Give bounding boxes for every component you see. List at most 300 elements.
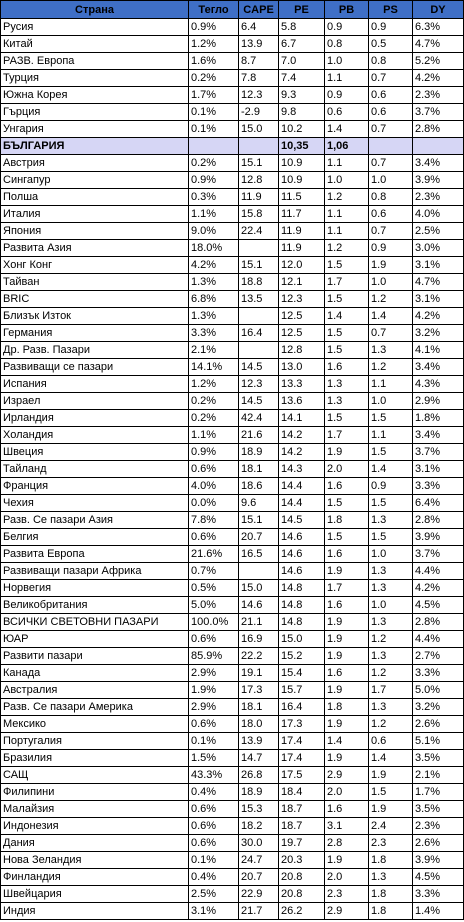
cell-pe: 19.7 [279, 835, 325, 852]
cell-weight: 0.4% [189, 869, 239, 886]
cell-pb: 1.6 [325, 801, 369, 818]
cell-pe: 14.6 [279, 546, 325, 563]
cell-dy: 3.4% [413, 359, 464, 376]
cell-weight: 1.6% [189, 53, 239, 70]
cell-weight: 0.6% [189, 716, 239, 733]
cell-country: Разв. Се пазари Америка [1, 699, 189, 716]
cell-country: Ирландия [1, 410, 189, 427]
cell-ps: 1.2 [369, 291, 413, 308]
table-row [1, 70, 464, 87]
table-row [1, 818, 464, 835]
cell-country: Япония [1, 223, 189, 240]
cell-ps: 1.5 [369, 784, 413, 801]
table-row [1, 597, 464, 614]
cell-cape: 6.4 [239, 19, 279, 36]
cell-country: Германия [1, 325, 189, 342]
table-row [1, 376, 464, 393]
cell-weight: 0.2% [189, 393, 239, 410]
cell-ps: 1.5 [369, 529, 413, 546]
table-row [1, 733, 464, 750]
cell-pb: 1.3 [325, 376, 369, 393]
cell-country: Развита Европа [1, 546, 189, 563]
cell-pe: 17.5 [279, 767, 325, 784]
cell-country: Малайзия [1, 801, 189, 818]
cell-dy: 4.0% [413, 206, 464, 223]
cell-ps: 0.8 [369, 189, 413, 206]
cell-country: Тайван [1, 274, 189, 291]
cell-dy: 2.9% [413, 393, 464, 410]
cell-pb: 1.5 [325, 495, 369, 512]
cell-country: Израел [1, 393, 189, 410]
cell-dy: 2.6% [413, 716, 464, 733]
table-row [1, 53, 464, 70]
cell-ps: 1.9 [369, 801, 413, 818]
cell-cape: 8.7 [239, 53, 279, 70]
cell-country: Португалия [1, 733, 189, 750]
cell-cape: 18.9 [239, 444, 279, 461]
cell-ps: 0.9 [369, 19, 413, 36]
cell-ps: 1.1 [369, 376, 413, 393]
cell-ps: 1.0 [369, 546, 413, 563]
cell-cape: 18.8 [239, 274, 279, 291]
cell-cape: 16.4 [239, 325, 279, 342]
cell-weight: 43.3% [189, 767, 239, 784]
table-row [1, 529, 464, 546]
cell-ps: 0.7 [369, 70, 413, 87]
cell-dy: 2.3% [413, 189, 464, 206]
cell-weight: 1.1% [189, 427, 239, 444]
cell-cape: 22.4 [239, 223, 279, 240]
cell-pb: 2.9 [325, 767, 369, 784]
cell-pb: 1.7 [325, 580, 369, 597]
cell-country: Австрия [1, 155, 189, 172]
cell-pb: 1.3 [325, 393, 369, 410]
cell-weight [189, 138, 239, 155]
cell-pb: 1.9 [325, 716, 369, 733]
cell-cape: 16.5 [239, 546, 279, 563]
cell-cape: 21.1 [239, 614, 279, 631]
cell-ps: 0.9 [369, 478, 413, 495]
cell-pb: 1.9 [325, 750, 369, 767]
cell-ps: 0.7 [369, 223, 413, 240]
cell-dy: 2.5% [413, 223, 464, 240]
cell-cape: 18.1 [239, 461, 279, 478]
cell-country: Чехия [1, 495, 189, 512]
cell-country: РАЗВ. Европа [1, 53, 189, 70]
cell-country: Индия [1, 903, 189, 920]
cell-dy: 4.7% [413, 36, 464, 53]
table-row [1, 19, 464, 36]
cell-country: Дания [1, 835, 189, 852]
cell-ps: 1.4 [369, 308, 413, 325]
cell-weight: 0.2% [189, 155, 239, 172]
cell-weight: 3.1% [189, 903, 239, 920]
cell-country: Хонг Конг [1, 257, 189, 274]
cell-country: Полша [1, 189, 189, 206]
cell-ps: 1.0 [369, 393, 413, 410]
cell-pe: 15.7 [279, 682, 325, 699]
cell-pb: 1.6 [325, 359, 369, 376]
cell-ps: 1.3 [369, 699, 413, 716]
cell-cape: 18.2 [239, 818, 279, 835]
cell-pb: 1.9 [325, 563, 369, 580]
cell-dy: 2.6% [413, 835, 464, 852]
cell-pe: 18.7 [279, 818, 325, 835]
cell-ps: 0.8 [369, 53, 413, 70]
cell-weight: 0.2% [189, 410, 239, 427]
cell-dy: 3.1% [413, 257, 464, 274]
cell-country: Сингапур [1, 172, 189, 189]
cell-pe: 14.1 [279, 410, 325, 427]
cell-weight: 0.1% [189, 104, 239, 121]
cell-pe: 14.2 [279, 444, 325, 461]
cell-dy: 4.3% [413, 376, 464, 393]
cell-pe: 12.3 [279, 291, 325, 308]
cell-pb: 1.8 [325, 699, 369, 716]
cell-weight: 0.2% [189, 70, 239, 87]
cell-weight: 0.3% [189, 189, 239, 206]
cell-weight: 100.0% [189, 614, 239, 631]
cell-country: Унгария [1, 121, 189, 138]
cell-ps: 1.3 [369, 342, 413, 359]
cell-pb: 1.0 [325, 53, 369, 70]
cell-ps: 0.6 [369, 206, 413, 223]
cell-cape: 14.5 [239, 359, 279, 376]
cell-pb: 3.1 [325, 818, 369, 835]
cell-pb: 1.1 [325, 206, 369, 223]
cell-dy: 3.0% [413, 240, 464, 257]
cell-cape [239, 240, 279, 257]
table-row [1, 359, 464, 376]
cell-dy: 3.9% [413, 172, 464, 189]
cell-pb: 1.1 [325, 70, 369, 87]
table-row [1, 835, 464, 852]
cell-pe: 7.0 [279, 53, 325, 70]
cell-ps: 1.9 [369, 767, 413, 784]
cell-dy: 5.2% [413, 53, 464, 70]
cell-ps: 1.2 [369, 359, 413, 376]
cell-weight: 0.6% [189, 835, 239, 852]
cell-pe: 14.5 [279, 512, 325, 529]
cell-pe: 14.3 [279, 461, 325, 478]
cell-ps: 1.4 [369, 750, 413, 767]
table-row [1, 155, 464, 172]
cell-pe: 15.2 [279, 648, 325, 665]
table-row [1, 512, 464, 529]
cell-weight: 18.0% [189, 240, 239, 257]
cell-cape: 13.9 [239, 733, 279, 750]
table-row [1, 478, 464, 495]
cell-country: ЮАР [1, 631, 189, 648]
cell-weight: 0.6% [189, 818, 239, 835]
cell-pb: 1.9 [325, 648, 369, 665]
table-row [1, 444, 464, 461]
cell-pe: 20.3 [279, 852, 325, 869]
cell-dy: 4.2% [413, 580, 464, 597]
cell-dy: 3.2% [413, 325, 464, 342]
cell-country: Индонезия [1, 818, 189, 835]
table-row [1, 767, 464, 784]
cell-pe: 6.7 [279, 36, 325, 53]
cell-weight: 0.6% [189, 529, 239, 546]
cell-country: Финландия [1, 869, 189, 886]
cell-dy: 4.5% [413, 869, 464, 886]
cell-country: Развиващи пазари Африка [1, 563, 189, 580]
cell-ps [369, 138, 413, 155]
cell-dy: 3.1% [413, 291, 464, 308]
cell-cape: 15.1 [239, 155, 279, 172]
cell-pb: 1.9 [325, 444, 369, 461]
cell-cape: 18.1 [239, 699, 279, 716]
cell-cape: 20.7 [239, 869, 279, 886]
cell-pb: 0.9 [325, 87, 369, 104]
cell-cape: 24.7 [239, 852, 279, 869]
cell-country: БЪЛГАРИЯ [1, 138, 189, 155]
cell-country: Филипини [1, 784, 189, 801]
table-row [1, 223, 464, 240]
cell-pe: 11.9 [279, 240, 325, 257]
cell-weight: 0.6% [189, 801, 239, 818]
cell-country: Южна Корея [1, 87, 189, 104]
cell-dy: 3.7% [413, 104, 464, 121]
cell-dy: 2.3% [413, 818, 464, 835]
cell-ps: 0.5 [369, 36, 413, 53]
cell-ps: 1.1 [369, 427, 413, 444]
cell-country: Норвегия [1, 580, 189, 597]
table-row [1, 121, 464, 138]
cell-weight: 1.2% [189, 376, 239, 393]
cell-country: Белгия [1, 529, 189, 546]
cell-dy: 3.5% [413, 801, 464, 818]
cell-dy: 4.1% [413, 342, 464, 359]
cell-country: Испания [1, 376, 189, 393]
cell-dy: 2.1% [413, 767, 464, 784]
cell-ps: 0.9 [369, 240, 413, 257]
cell-weight: 2.9% [189, 699, 239, 716]
table-row [1, 257, 464, 274]
cell-dy: 2.3% [413, 87, 464, 104]
cell-pe: 14.8 [279, 597, 325, 614]
table-row [1, 580, 464, 597]
cell-dy: 6.4% [413, 495, 464, 512]
cell-country: Франция [1, 478, 189, 495]
cell-weight: 4.2% [189, 257, 239, 274]
cell-pe: 26.2 [279, 903, 325, 920]
cell-ps: 1.5 [369, 410, 413, 427]
cell-pb: 2.9 [325, 903, 369, 920]
cell-pe: 20.8 [279, 886, 325, 903]
cell-pb: 1.9 [325, 614, 369, 631]
cell-dy: 4.2% [413, 70, 464, 87]
cell-pe: 5.8 [279, 19, 325, 36]
table-row [1, 784, 464, 801]
cell-country: Швейцария [1, 886, 189, 903]
cell-cape: 15.8 [239, 206, 279, 223]
cell-weight: 0.0% [189, 495, 239, 512]
cell-country: Разв. Се пазари Азия [1, 512, 189, 529]
cell-ps: 0.6 [369, 87, 413, 104]
cell-pe: 9.3 [279, 87, 325, 104]
cell-weight: 4.0% [189, 478, 239, 495]
cell-pe: 17.4 [279, 750, 325, 767]
cell-country: Австралия [1, 682, 189, 699]
cell-pb: 2.3 [325, 886, 369, 903]
cell-weight: 0.4% [189, 784, 239, 801]
cell-cape: 15.0 [239, 580, 279, 597]
cell-cape: 15.1 [239, 512, 279, 529]
cell-weight: 0.1% [189, 852, 239, 869]
cell-ps: 1.8 [369, 903, 413, 920]
cell-pb: 1.4 [325, 121, 369, 138]
table-row [1, 665, 464, 682]
cell-country: Италия [1, 206, 189, 223]
cell-country: Близък Изток [1, 308, 189, 325]
cell-ps: 1.0 [369, 597, 413, 614]
cell-ps: 1.3 [369, 648, 413, 665]
table-row [1, 461, 464, 478]
cell-country: ВСИЧКИ СВЕТОВНИ ПАЗАРИ [1, 614, 189, 631]
cell-weight: 0.9% [189, 444, 239, 461]
cell-ps: 1.5 [369, 444, 413, 461]
cell-country: Развити пазари [1, 648, 189, 665]
cell-weight: 2.5% [189, 886, 239, 903]
cell-country: Русия [1, 19, 189, 36]
cell-pe: 17.4 [279, 733, 325, 750]
cell-ps: 1.0 [369, 172, 413, 189]
cell-country: Мексико [1, 716, 189, 733]
cell-pe: 12.5 [279, 308, 325, 325]
cell-dy: 4.4% [413, 631, 464, 648]
cell-pe: 14.4 [279, 495, 325, 512]
cell-dy: 3.3% [413, 886, 464, 903]
cell-cape: 21.7 [239, 903, 279, 920]
cell-pe: 7.4 [279, 70, 325, 87]
cell-country: Холандия [1, 427, 189, 444]
cell-cape: 16.9 [239, 631, 279, 648]
cell-pb: 0.6 [325, 104, 369, 121]
table-row [1, 648, 464, 665]
cell-weight: 1.7% [189, 87, 239, 104]
header-ps: PS [369, 1, 413, 19]
cell-pb: 1.4 [325, 308, 369, 325]
header-dy: DY [413, 1, 464, 19]
cell-ps: 0.6 [369, 733, 413, 750]
cell-pe: 14.6 [279, 563, 325, 580]
cell-pb: 2.0 [325, 461, 369, 478]
cell-cape: 21.6 [239, 427, 279, 444]
cell-pe: 14.8 [279, 614, 325, 631]
cell-pb: 1.1 [325, 223, 369, 240]
cell-pe: 10.9 [279, 155, 325, 172]
cell-cape: 14.7 [239, 750, 279, 767]
cell-country: Китай [1, 36, 189, 53]
cell-weight: 7.8% [189, 512, 239, 529]
cell-weight: 6.8% [189, 291, 239, 308]
cell-weight: 1.3% [189, 274, 239, 291]
cell-pe: 14.4 [279, 478, 325, 495]
table-row [1, 274, 464, 291]
cell-country: Гърция [1, 104, 189, 121]
cell-pe: 12.0 [279, 257, 325, 274]
cell-pe: 11.5 [279, 189, 325, 206]
table-row [1, 240, 464, 257]
cell-pe: 14.2 [279, 427, 325, 444]
cell-cape: 15.3 [239, 801, 279, 818]
cell-dy: 5.1% [413, 733, 464, 750]
cell-cape: 12.3 [239, 376, 279, 393]
table-row [1, 325, 464, 342]
cell-cape: 18.6 [239, 478, 279, 495]
cell-pb: 1.5 [325, 529, 369, 546]
cell-cape [239, 342, 279, 359]
cell-ps: 1.2 [369, 665, 413, 682]
cell-weight: 9.0% [189, 223, 239, 240]
cell-pb: 1.6 [325, 597, 369, 614]
cell-pb: 2.0 [325, 784, 369, 801]
cell-pb: 0.8 [325, 36, 369, 53]
cell-cape: 13.9 [239, 36, 279, 53]
cell-pe: 9.8 [279, 104, 325, 121]
cell-dy: 6.3% [413, 19, 464, 36]
cell-pe: 16.4 [279, 699, 325, 716]
cell-cape [239, 308, 279, 325]
cell-dy: 4.5% [413, 597, 464, 614]
cell-pb: 1,06 [325, 138, 369, 155]
cell-dy: 3.3% [413, 665, 464, 682]
cell-cape: 18.9 [239, 784, 279, 801]
header-row [1, 1, 464, 19]
table-row [1, 36, 464, 53]
table-row [1, 631, 464, 648]
table-row [1, 546, 464, 563]
table-row [1, 291, 464, 308]
cell-pe: 18.7 [279, 801, 325, 818]
cell-cape: -2.9 [239, 104, 279, 121]
cell-weight: 3.3% [189, 325, 239, 342]
cell-pe: 11.9 [279, 223, 325, 240]
cell-dy: 3.5% [413, 750, 464, 767]
cell-dy: 1.4% [413, 903, 464, 920]
cell-dy: 4.4% [413, 563, 464, 580]
cell-dy: 3.2% [413, 699, 464, 716]
cell-cape: 15.1 [239, 257, 279, 274]
cell-pe: 10,35 [279, 138, 325, 155]
cell-weight: 1.5% [189, 750, 239, 767]
cell-ps: 1.3 [369, 869, 413, 886]
cell-cape: 26.8 [239, 767, 279, 784]
cell-ps: 1.5 [369, 495, 413, 512]
table-row [1, 104, 464, 121]
cell-weight: 2.9% [189, 665, 239, 682]
cell-cape: 22.9 [239, 886, 279, 903]
cell-country: Нова Зеландия [1, 852, 189, 869]
cell-pb: 1.6 [325, 478, 369, 495]
cell-dy: 2.8% [413, 614, 464, 631]
cell-ps: 1.2 [369, 716, 413, 733]
cell-pb: 2.8 [325, 835, 369, 852]
cell-pb: 1.7 [325, 427, 369, 444]
cell-pb: 1.6 [325, 665, 369, 682]
cell-country: Развита Азия [1, 240, 189, 257]
cell-ps: 0.7 [369, 325, 413, 342]
cell-country: BRIC [1, 291, 189, 308]
cell-ps: 1.4 [369, 461, 413, 478]
cell-ps: 1.3 [369, 614, 413, 631]
cell-dy: 3.7% [413, 444, 464, 461]
table-row [1, 750, 464, 767]
cell-pe: 18.4 [279, 784, 325, 801]
cell-pe: 14.6 [279, 529, 325, 546]
